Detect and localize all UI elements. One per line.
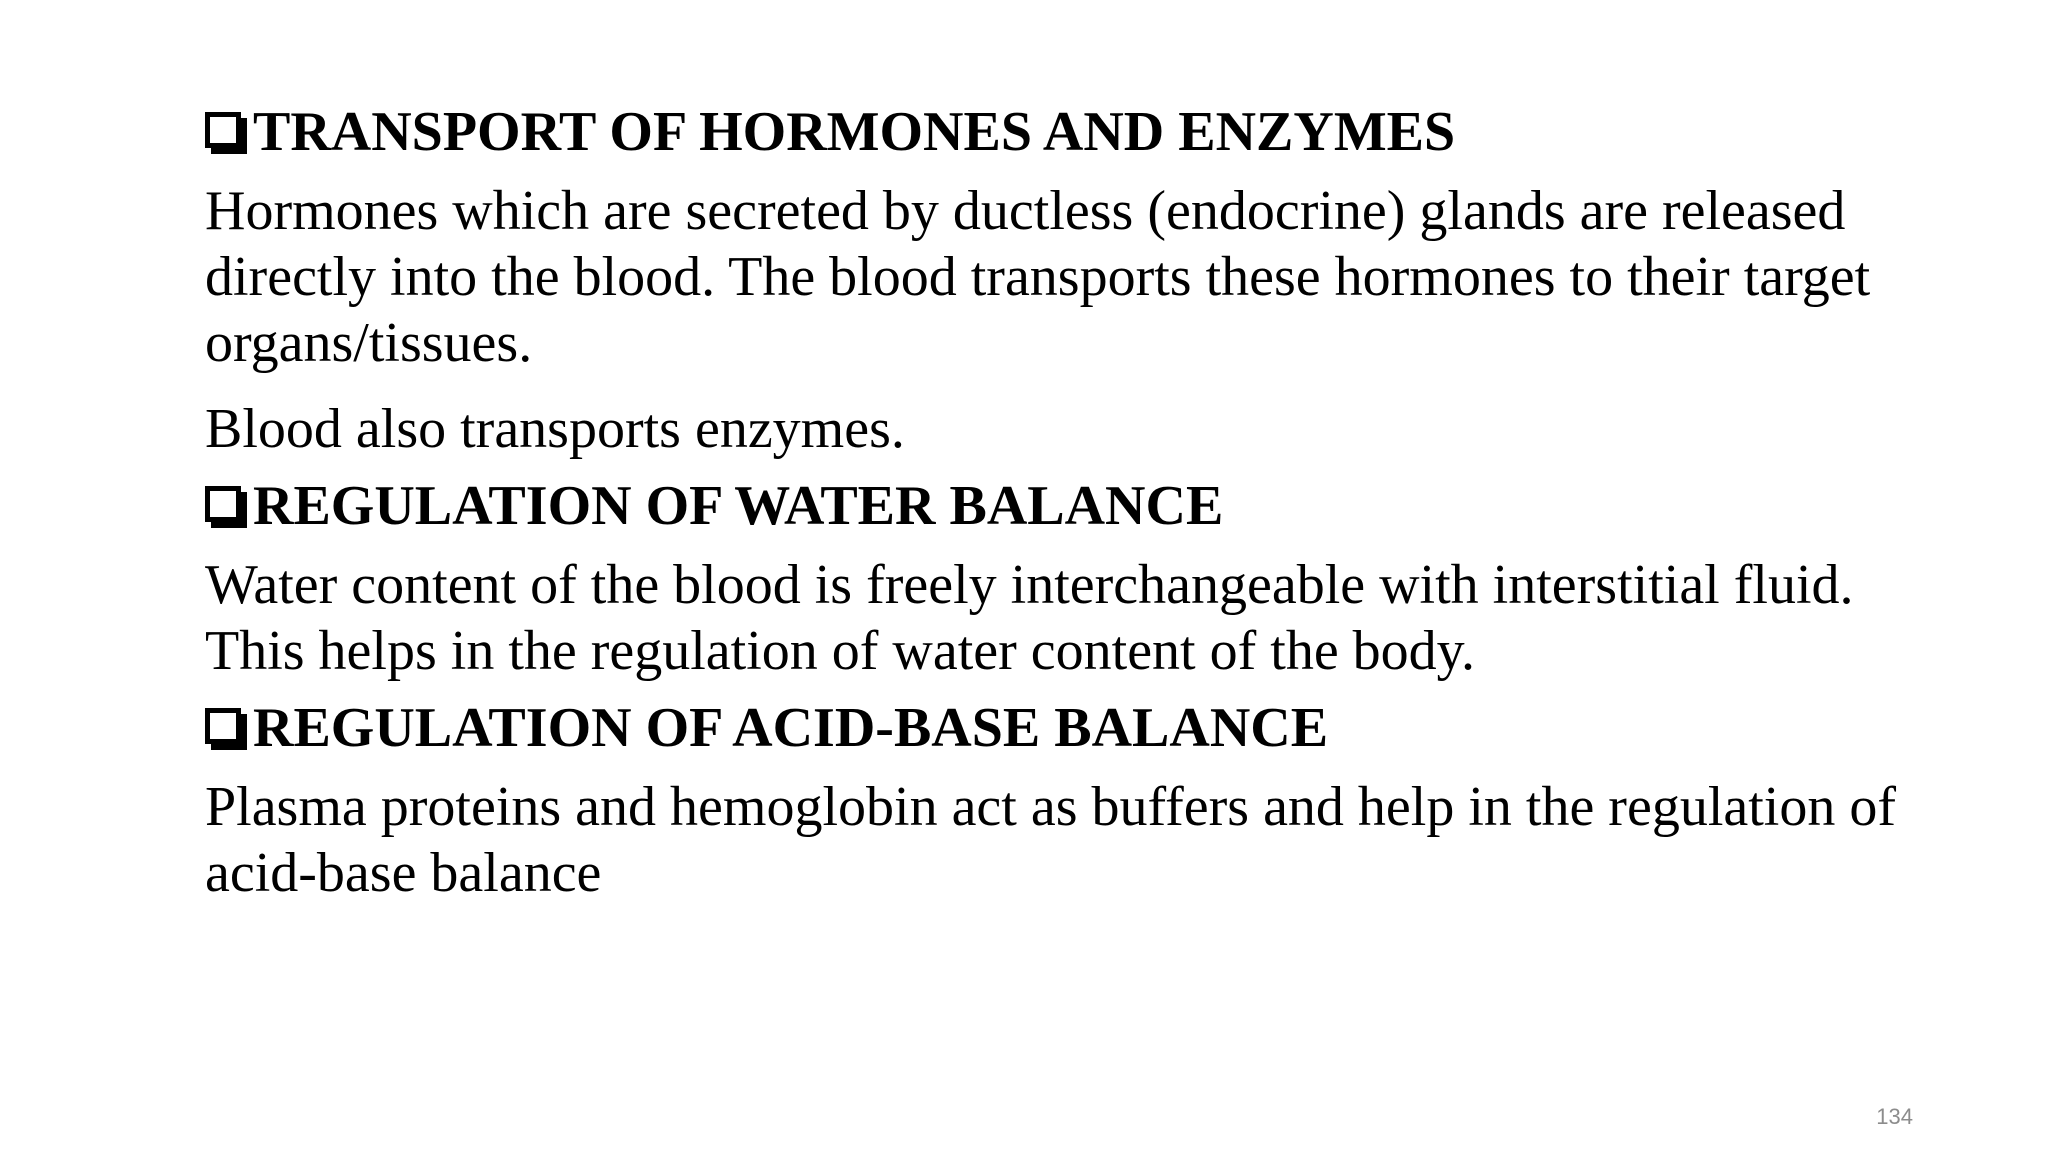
heading-text: REGULATION OF ACID-BASE BALANCE	[253, 697, 1329, 759]
slide-content	[205, 96, 1905, 906]
section-water-balance	[205, 470, 1905, 684]
checkbox-square-icon	[205, 708, 241, 744]
section-heading	[205, 96, 1905, 168]
section-heading	[205, 470, 1905, 542]
paragraph: Blood also transports enzymes.	[205, 398, 905, 460]
paragraph: Plasma proteins and hemoglobin act as buffers and help in the regulation of acid-base balance	[205, 776, 1896, 904]
section-acid-base	[205, 692, 1905, 906]
checkbox-square-icon	[205, 486, 241, 522]
heading-text: TRANSPORT OF HORMONES AND ENZYMES	[253, 101, 1456, 163]
checkbox-square-icon	[205, 112, 241, 148]
page-number: 134	[1876, 1104, 1913, 1129]
paragraph: Water content of the blood is freely interchangeable with interstitial fluid. This helps in the regulation of water content of the body.	[205, 554, 1854, 682]
heading-text: REGULATION OF WATER BALANCE	[253, 475, 1224, 537]
section-heading	[205, 692, 1905, 764]
section-transport	[205, 96, 1905, 462]
paragraph: Hormones which are secreted by ductless (endocrine) glands are released directly into the blood. The blood transports these hormones to their target organs/tissues.	[205, 180, 1871, 374]
